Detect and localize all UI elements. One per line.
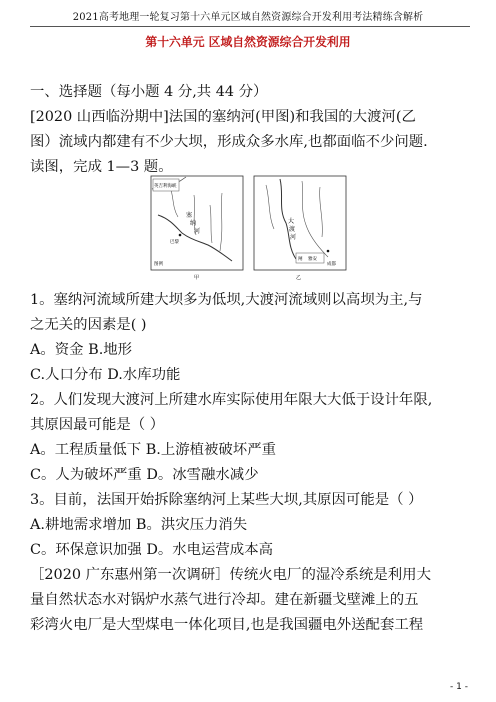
question-2-options-cd: C。人为破坏严重 D。冰雪融水减少 [30,467,259,483]
question-2-line-1: 2。人们发现大渡河上所建水库实际使用年限大大低于设计年限, [30,392,433,408]
question-1-line-2: 之无关的因素是( ) [30,317,147,333]
question-1-options-cd: C.人口分布 D.水库功能 [30,367,181,383]
strait-label: 英吉利海峡 [154,184,177,189]
unit-title: 第十六单元 区域自然资源综合开发利用 [145,35,351,49]
river-char-6: 河 [290,234,297,241]
document-header: 2021高考地理一轮复习第十六单元区域自然资源综合开发利用考法精练含解析 [72,12,424,23]
question-1-line-1: 1。塞纳河流域所建大坝多为低坝,大渡河流域则以高坝为主,与 [30,292,423,308]
river-char-5: 渡 [289,226,296,233]
paris-dot [179,234,182,237]
river-char-2: 纳 [190,220,197,227]
passage-line-3: 彩湾火电厂是大型煤电一体化项目,也是我国疆电外送配套工程 [30,617,424,633]
question-3-options-cd: C。环保意识加强 D。水电运营成本高 [30,542,273,558]
intro-line-3: 读图，完成 1—3 题。 [30,159,173,175]
legend-label: 图例 [154,262,163,267]
yaan-label: 雅安 [308,257,317,262]
river-char-4: 大 [288,218,295,225]
question-2-line-2: 其原因最可能是（ ） [30,417,165,433]
river-maps-figure [150,175,350,281]
section-heading: 一、选择题（每小题 4 分,共 44 分） [30,84,268,100]
question-3-options-ab: A.耕地需求增加 B。洪灾压力消失 [30,517,248,533]
question-1-options-ab: A。资金 B.地形 [30,342,133,358]
page-number: - 1 - [450,682,468,692]
river-char-1: 塞 [186,212,193,219]
paris-label: 巴黎 [170,240,179,245]
chengdu-dot [327,250,330,253]
caption-left: 甲 [194,275,200,281]
question-2-options-ab: A。工程质量低下 B.上游植被破坏严重 [30,442,276,458]
question-3-line-1: 3。目前，法国开始拆除塞纳河上某些大坝,其原因可能是（ ） [30,492,423,508]
passage-line-1: ［2020 广东惠州第一次调研］传统火电厂的湿冷系统是利用大 [30,567,431,583]
intro-line-2: 图）流域内都建有不少大坝，形成众多水库,也都面临不少问题. [30,134,428,150]
passage-line-2: 量自然状态水对锅炉水蒸气进行冷却。建在新疆戈壁滩上的五 [30,592,419,608]
chengdu-label: 成都 [327,262,336,267]
intro-line-1: [2020 山西临汾期中]法国的塞纳河(甲图)和我国的大渡河(乙 [30,109,416,125]
caption-right: 乙 [296,275,302,281]
river-char-3: 河 [194,228,201,235]
header-rule [30,26,470,27]
dam-label: 闸 [298,257,303,262]
